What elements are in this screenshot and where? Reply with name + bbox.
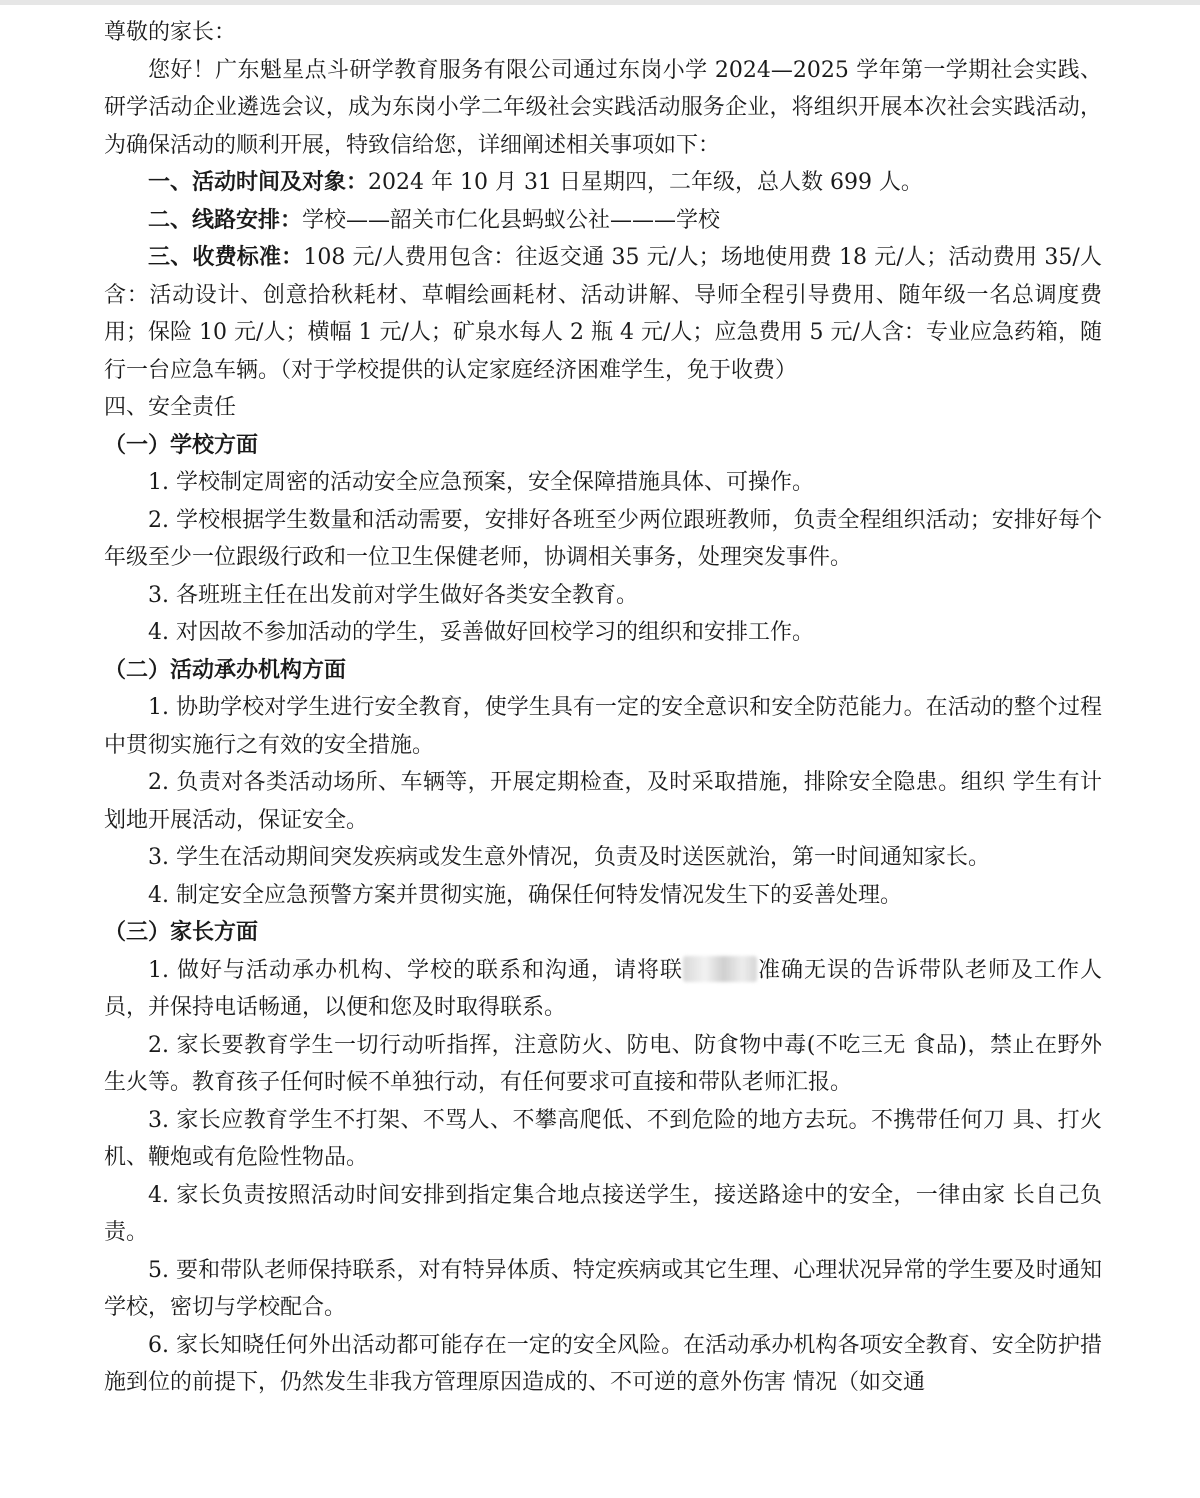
organizer-item: 4. 制定安全应急预警方案并贯彻实施，确保任何特发情况发生下的妥善处理。 — [148, 882, 902, 908]
school-item: 4. 对因故不参加活动的学生，妥善做好回校学习的组织和安排工作。 — [148, 620, 814, 645]
school-heading: （一）学校方面 — [104, 432, 259, 458]
redacted-blur — [683, 956, 757, 982]
parents-item — [104, 952, 1102, 1027]
parents-heading: （三）家长方面 — [104, 920, 259, 945]
top-bar — [0, 0, 1200, 5]
school-item: 2. 学校根据学生数量和活动需要，安排好各班至少两位跟班教师，负责全程组织活动；安排好每个年级至少一位跟级行政和一位卫生保健老师，协调相关事务，处理突发事件。 — [104, 507, 1102, 570]
parents-item: 6. 家长知晓任何外出活动都可能存在一定的安全风险。在活动承办机构各项安全教育、安全防护措施到位的前提下，仍然发生非我方管理原因造成的、不可逆的意外伤害 情况（如交通 — [104, 1332, 1102, 1395]
organizer-heading: （二）活动承办机构方面 — [104, 657, 347, 683]
parents-item-1-end: 准确无误的告诉带队老师及工作人员，并保持电话畅通，以便和您及时取得联系。 — [104, 957, 1102, 1020]
section-route-label: 二、线路安排： — [148, 207, 303, 233]
organizer-item: 1. 协助学校对学生进行安全教育，使学生具有一定的安全意识和安全防范能力。在活动的整个过程中贯彻实施行之有效的安全措施。 — [104, 695, 1102, 758]
parents-item: 5. 要和带队老师保持联系，对有特异体质、特定疾病或其它生理、心理状况异常的学生要及时通知学校，密切与学校配合。 — [104, 1257, 1102, 1320]
intro-paragraph: 您好！广东魁星点斗研学教育服务有限公司通过东岗小学 2024—2025 学年第一学期社会实践、研学活动企业遴选会议，成为东岗小学二年级社会实践活动服务企业，将组织开展本次社会实践活动，为确保活动的顺利开展，特致信给您，详细阐述相关事项如下： — [104, 57, 1102, 158]
section-time-target — [104, 164, 1102, 202]
section-safety-heading: 四、安全责任 — [104, 395, 237, 420]
section-fees — [104, 239, 1102, 389]
school-item: 1. 学校制定周密的活动安全应急预案，安全保障措施具体、可操作。 — [148, 470, 814, 495]
section-fees-label: 三、收费标准： — [148, 245, 304, 270]
section-route-text: 学校——韶关市仁化县蚂蚁公社———学校 — [302, 207, 721, 233]
organizer-item: 2. 负责对各类活动场所、车辆等，开展定期检查，及时采取措施，排除安全隐患。组织 学生有计划地开展活动，保证安全。 — [104, 770, 1102, 833]
school-item: 3. 各班班主任在出发前对学生做好各类安全教育。 — [148, 582, 638, 608]
parents-item-1-start: 1. 做好与活动承办机构、学校的联系和沟通，请将联 — [148, 957, 683, 983]
parents-item: 3. 家长应教育学生不打架、不骂人、不攀高爬低、不到危险的地方去玩。不携带任何刀 具、打火机、鞭炮或有危险性物品。 — [104, 1107, 1102, 1170]
parents-item: 4. 家长负责按照活动时间安排到指定集合地点接送学生，接送路途中的安全，一律由家 长自己负责。 — [104, 1182, 1102, 1245]
section-route — [104, 202, 1102, 240]
section-fees-text: 108 元/人费用包含：往返交通 35 元/人；场地使用费 18 元/人；活动费用 35/人含：活动设计、创意拾秋耗材、草帽绘画耗材、活动讲解、导师全程引导费用、随年级一名总调度费用；保险 10 元/人；横幅 1 元/人；矿泉水每人 2 瓶 4 元/人；应急费用 5 元/人含：专业应急药箱，随行一台应急车辆。（对于学校提供的认定家庭经济困难学生，免于收费） — [104, 245, 1102, 383]
parents-item: 2. 家长要教育学生一切行动听指挥，注意防火、防电、防食物中毒(不吃三无 食品)，禁止在野外生火等。教育孩子任何时候不单独行动，有任何要求可直接和带队老师汇报。 — [104, 1032, 1102, 1095]
salutation: 尊敬的家长： — [104, 20, 237, 45]
section-time-target-label: 一、活动时间及对象： — [148, 170, 369, 195]
organizer-item: 3. 学生在活动期间突发疾病或发生意外情况，负责及时送医就治，第一时间通知家长。 — [148, 845, 990, 870]
letter-document — [104, 14, 1102, 1402]
section-time-target-text: 2024 年 10 月 31 日星期四，二年级，总人数 699 人。 — [368, 170, 923, 195]
